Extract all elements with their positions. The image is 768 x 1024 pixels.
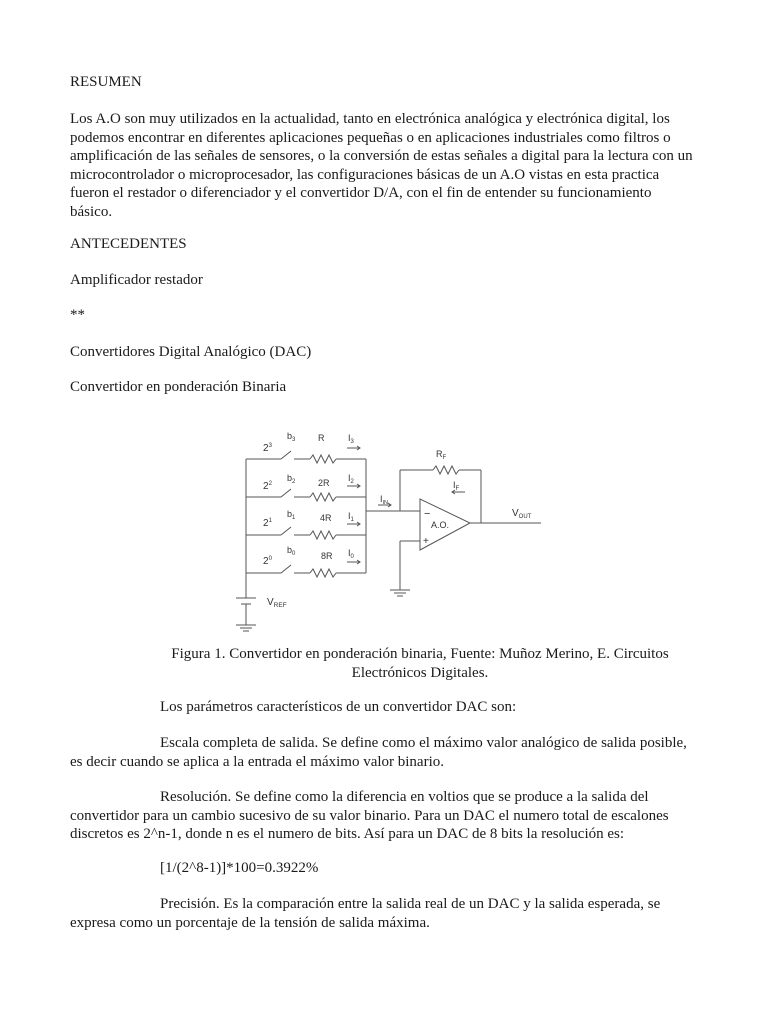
bit-weight-label: $2^0$ [263, 556, 272, 567]
current-label: $I_2$ [348, 473, 354, 485]
bit-weight-label: $2^1$ [263, 518, 272, 529]
minus-sign: − [424, 508, 431, 520]
bit-weight-label: $2^3$ [263, 443, 272, 454]
dac-circuit-figure [233, 418, 543, 638]
summary-line: fueron el restador o diferenciador y el convertidor D/A, con el fin de entender su funcionamiento [70, 185, 652, 201]
paragraph-line: discretos es 2^n-1, donde n es el numero de bits. Así para un DAC de 8 bits la resolución es: [70, 826, 625, 842]
summary-line: microcontrolador o microprocesador, las configuraciones básicas de un A.O vistas en esta practica [70, 166, 660, 183]
current-label: $I_1$ [348, 511, 354, 523]
resistor-label: 4R [320, 513, 332, 523]
summary-line: amplificación de las señales de sensores, o la conversión de estas señales a digital para la lectura con un [70, 148, 693, 164]
paragraph-line: Precisión. Es la comparación entre la salida real de un DAC y la salida esperada, se [160, 896, 661, 912]
current-label: $I_0$ [348, 548, 354, 560]
figure-caption-line: Electrónicos Digitales. [351, 664, 489, 681]
opamp-label: A.O. [431, 520, 450, 530]
paragraph-line: convertidor para un cambio sucesivo de su valor binario. Para un DAC el numero total de escalones [70, 807, 669, 824]
switch-label: $b_1$ [287, 509, 296, 521]
heading-convertidores-dac: Convertidores Digital Analógico (DAC) [70, 344, 312, 360]
paragraph-line: Resolución. Se define como la diferencia en voltios que se produce a la salida del [160, 789, 649, 805]
stars-placeholder: ** [70, 307, 85, 323]
rf-label: $R_F$ [436, 449, 447, 461]
paragraph-line: Escala completa de salida. Se define como el máximo valor analógico de salida posible, [160, 735, 687, 751]
paragraph-line: expresa como un porcentaje de la tensión de salida máxima. [70, 914, 430, 931]
if-label: $I_F$ [453, 480, 460, 492]
plus-sign: + [423, 536, 429, 547]
switch-label: $b_3$ [287, 431, 296, 443]
figure-caption-line: Figura 1. Convertidor en ponderación binaria, Fuente: Muñoz Merino, E. Circuitos [171, 646, 669, 662]
switch-label: $b_2$ [287, 473, 296, 485]
iin-label: $I_{IN}$ [380, 494, 389, 506]
heading-amplificador-restador: Amplificador restador [70, 272, 203, 288]
resolution-formula: [1/(2^8-1)]*100=0.3922% [160, 860, 319, 876]
summary-line: podemos encontrar en diferentes aplicaciones pequeñas o en aplicaciones industriales como filtros o [70, 129, 671, 146]
bit-weight-label: $2^2$ [263, 481, 272, 492]
summary-line: básico. [70, 203, 113, 220]
resistor-label: R [318, 433, 325, 443]
resistor-label: 2R [318, 478, 330, 488]
vref-label: $V_{REF}$ [267, 597, 287, 609]
current-label: $I_3$ [348, 433, 354, 445]
heading-resumen: RESUMEN [70, 74, 142, 90]
params-intro: Los parámetros característicos de un convertidor DAC son: [160, 699, 517, 715]
switch-label: $b_0$ [287, 545, 296, 557]
resistor-label: 8R [321, 551, 333, 561]
paragraph-line: es decir cuando se aplica a la entrada el máximo valor binario. [70, 753, 445, 770]
summary-line: Los A.O son muy utilizados en la actualidad, tanto en electrónica analógica y electrónica digital, los [70, 111, 670, 127]
heading-ponderacion-binaria: Convertidor en ponderación Binaria [70, 379, 287, 395]
heading-antecedentes: ANTECEDENTES [70, 236, 187, 252]
vout-wire [506, 521, 541, 525]
vout-label: $V_{OUT}$ [512, 508, 532, 520]
